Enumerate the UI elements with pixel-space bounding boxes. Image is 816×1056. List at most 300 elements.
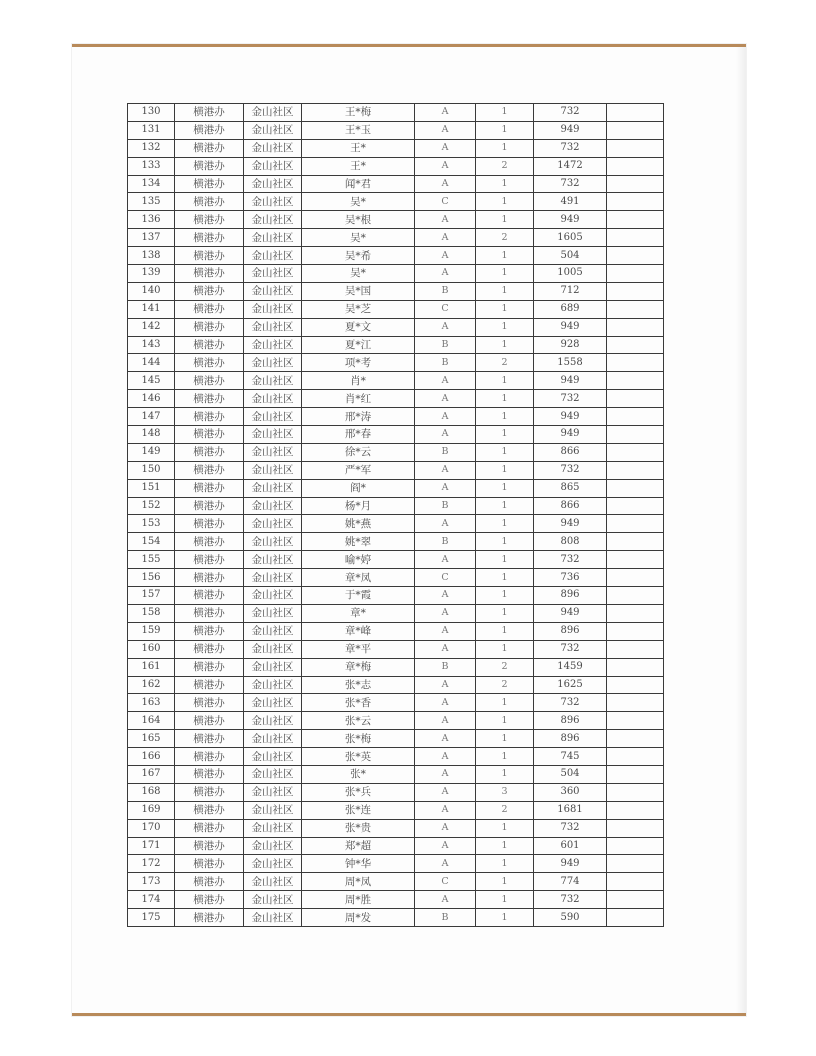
row-number-cell: 140 [128,282,175,300]
count-cell: 1 [476,551,534,569]
row-number-cell: 132 [128,139,175,157]
row-number-cell: 160 [128,640,175,658]
amount-cell: 732 [534,551,607,569]
table-row [128,855,664,873]
table-row [128,909,664,927]
records-table [127,103,664,927]
amount-cell: 491 [534,193,607,211]
name-cell: 阎* [302,479,415,497]
grade-cell: B [415,443,476,461]
name-cell: 张* [302,765,415,783]
community-cell: 金山社区 [244,479,302,497]
table-row [128,551,664,569]
grade-cell: A [415,855,476,873]
grade-cell: B [415,909,476,927]
community-cell: 金山社区 [244,658,302,676]
grade-cell: A [415,891,476,909]
name-cell: 王*梅 [302,104,415,122]
remark-cell [607,748,664,766]
community-cell: 金山社区 [244,694,302,712]
count-cell: 3 [476,783,534,801]
amount-cell: 732 [534,139,607,157]
grade-cell: A [415,515,476,533]
office-cell: 横港办 [175,604,244,622]
row-number-cell: 162 [128,676,175,694]
amount-cell: 504 [534,765,607,783]
row-number-cell: 155 [128,551,175,569]
community-cell: 金山社区 [244,855,302,873]
row-number-cell: 164 [128,712,175,730]
grade-cell: A [415,318,476,336]
count-cell: 1 [476,104,534,122]
row-number-cell: 153 [128,515,175,533]
row-number-cell: 143 [128,336,175,354]
grade-cell: C [415,569,476,587]
remark-cell [607,497,664,515]
count-cell: 1 [476,497,534,515]
remark-cell [607,801,664,819]
grade-cell: A [415,551,476,569]
grade-cell: A [415,730,476,748]
row-number-cell: 172 [128,855,175,873]
row-number-cell: 149 [128,443,175,461]
office-cell: 横港办 [175,282,244,300]
community-cell: 金山社区 [244,282,302,300]
amount-cell: 601 [534,837,607,855]
count-cell: 1 [476,193,534,211]
table-row [128,533,664,551]
office-cell: 横港办 [175,658,244,676]
table-row [128,587,664,605]
remark-cell [607,640,664,658]
community-cell: 金山社区 [244,211,302,229]
row-number-cell: 142 [128,318,175,336]
office-cell: 横港办 [175,748,244,766]
name-cell: 项*考 [302,354,415,372]
remark-cell [607,121,664,139]
amount-cell: 896 [534,622,607,640]
office-cell: 横港办 [175,622,244,640]
remark-cell [607,372,664,390]
table-row [128,139,664,157]
community-cell: 金山社区 [244,175,302,193]
row-number-cell: 147 [128,408,175,426]
remark-cell [607,819,664,837]
office-cell: 横港办 [175,193,244,211]
page-edge-shadow [736,47,746,1013]
office-cell: 横港办 [175,640,244,658]
grade-cell: A [415,229,476,247]
grade-cell: A [415,175,476,193]
amount-cell: 732 [534,694,607,712]
community-cell: 金山社区 [244,712,302,730]
row-number-cell: 173 [128,873,175,891]
grade-cell: A [415,390,476,408]
name-cell: 姚*翠 [302,533,415,551]
remark-cell [607,730,664,748]
remark-cell [607,193,664,211]
name-cell: 张*梅 [302,730,415,748]
community-cell: 金山社区 [244,604,302,622]
name-cell: 闻*君 [302,175,415,193]
grade-cell: B [415,497,476,515]
row-number-cell: 150 [128,461,175,479]
table-row [128,819,664,837]
count-cell: 1 [476,247,534,265]
community-cell: 金山社区 [244,891,302,909]
table-row [128,157,664,175]
name-cell: 章*平 [302,640,415,658]
community-cell: 金山社区 [244,515,302,533]
name-cell: 周*发 [302,909,415,927]
count-cell: 1 [476,712,534,730]
name-cell: 张*兵 [302,783,415,801]
name-cell: 于*霞 [302,587,415,605]
count-cell: 1 [476,765,534,783]
community-cell: 金山社区 [244,909,302,927]
remark-cell [607,104,664,122]
community-cell: 金山社区 [244,229,302,247]
table-row [128,426,664,444]
table-row [128,479,664,497]
count-cell: 1 [476,855,534,873]
remark-cell [607,211,664,229]
community-cell: 金山社区 [244,873,302,891]
grade-cell: A [415,587,476,605]
table-row [128,873,664,891]
grade-cell: B [415,282,476,300]
office-cell: 横港办 [175,909,244,927]
grade-cell: A [415,765,476,783]
row-number-cell: 165 [128,730,175,748]
remark-cell [607,551,664,569]
count-cell: 1 [476,694,534,712]
community-cell: 金山社区 [244,354,302,372]
row-number-cell: 156 [128,569,175,587]
community-cell: 金山社区 [244,765,302,783]
table-row [128,408,664,426]
amount-cell: 949 [534,855,607,873]
table-row [128,121,664,139]
amount-cell: 712 [534,282,607,300]
remark-cell [607,247,664,265]
office-cell: 横港办 [175,765,244,783]
name-cell: 喻*婷 [302,551,415,569]
name-cell: 吴*根 [302,211,415,229]
count-cell: 1 [476,587,534,605]
community-cell: 金山社区 [244,408,302,426]
amount-cell: 745 [534,748,607,766]
count-cell: 1 [476,873,534,891]
community-cell: 金山社区 [244,139,302,157]
office-cell: 横港办 [175,336,244,354]
office-cell: 横港办 [175,461,244,479]
community-cell: 金山社区 [244,104,302,122]
table-row [128,443,664,461]
row-number-cell: 157 [128,587,175,605]
remark-cell [607,354,664,372]
name-cell: 张*志 [302,676,415,694]
name-cell: 郑*超 [302,837,415,855]
row-number-cell: 145 [128,372,175,390]
name-cell: 吴* [302,229,415,247]
name-cell: 张*香 [302,694,415,712]
row-number-cell: 139 [128,265,175,283]
amount-cell: 949 [534,121,607,139]
amount-cell: 1472 [534,157,607,175]
row-number-cell: 148 [128,426,175,444]
count-cell: 1 [476,211,534,229]
grade-cell: A [415,372,476,390]
grade-cell: A [415,479,476,497]
row-number-cell: 159 [128,622,175,640]
name-cell: 张*云 [302,712,415,730]
remark-cell [607,461,664,479]
table-row [128,372,664,390]
amount-cell: 1605 [534,229,607,247]
table-row [128,282,664,300]
count-cell: 1 [476,819,534,837]
row-number-cell: 168 [128,783,175,801]
amount-cell: 1459 [534,658,607,676]
grade-cell: C [415,300,476,318]
name-cell: 吴* [302,193,415,211]
office-cell: 横港办 [175,891,244,909]
community-cell: 金山社区 [244,121,302,139]
amount-cell: 949 [534,372,607,390]
table-row [128,658,664,676]
amount-cell: 1625 [534,676,607,694]
count-cell: 1 [476,533,534,551]
remark-cell [607,282,664,300]
amount-cell: 732 [534,461,607,479]
office-cell: 横港办 [175,479,244,497]
amount-cell: 732 [534,104,607,122]
name-cell: 周*凤 [302,873,415,891]
row-number-cell: 154 [128,533,175,551]
remark-cell [607,175,664,193]
count-cell: 1 [476,336,534,354]
remark-cell [607,390,664,408]
row-number-cell: 133 [128,157,175,175]
row-number-cell: 171 [128,837,175,855]
name-cell: 张*英 [302,748,415,766]
office-cell: 横港办 [175,551,244,569]
remark-cell [607,318,664,336]
table-row [128,354,664,372]
table-row [128,569,664,587]
count-cell: 2 [476,801,534,819]
office-cell: 横港办 [175,533,244,551]
count-cell: 1 [476,282,534,300]
grade-cell: C [415,873,476,891]
office-cell: 横港办 [175,837,244,855]
grade-cell: A [415,801,476,819]
remark-cell [607,783,664,801]
community-cell: 金山社区 [244,193,302,211]
office-cell: 横港办 [175,229,244,247]
grade-cell: A [415,837,476,855]
table-row [128,783,664,801]
community-cell: 金山社区 [244,372,302,390]
amount-cell: 732 [534,390,607,408]
table-row [128,229,664,247]
table-row [128,265,664,283]
count-cell: 1 [476,121,534,139]
table-row [128,712,664,730]
office-cell: 横港办 [175,443,244,461]
table-row [128,730,664,748]
community-cell: 金山社区 [244,300,302,318]
count-cell: 1 [476,443,534,461]
community-cell: 金山社区 [244,533,302,551]
row-number-cell: 163 [128,694,175,712]
community-cell: 金山社区 [244,748,302,766]
count-cell: 1 [476,461,534,479]
name-cell: 夏*文 [302,318,415,336]
row-number-cell: 138 [128,247,175,265]
count-cell: 2 [476,354,534,372]
count-cell: 1 [476,748,534,766]
table-row [128,193,664,211]
name-cell: 肖*红 [302,390,415,408]
amount-cell: 896 [534,587,607,605]
table-row [128,640,664,658]
table-row [128,497,664,515]
community-cell: 金山社区 [244,783,302,801]
amount-cell: 736 [534,569,607,587]
remark-cell [607,229,664,247]
remark-cell [607,479,664,497]
office-cell: 横港办 [175,408,244,426]
amount-cell: 949 [534,408,607,426]
row-number-cell: 152 [128,497,175,515]
amount-cell: 949 [534,515,607,533]
amount-cell: 732 [534,640,607,658]
name-cell: 周*胜 [302,891,415,909]
community-cell: 金山社区 [244,497,302,515]
community-cell: 金山社区 [244,247,302,265]
office-cell: 横港办 [175,121,244,139]
remark-cell [607,533,664,551]
row-number-cell: 174 [128,891,175,909]
amount-cell: 865 [534,479,607,497]
table-row [128,694,664,712]
grade-cell: A [415,408,476,426]
remark-cell [607,515,664,533]
name-cell: 吴* [302,265,415,283]
community-cell: 金山社区 [244,318,302,336]
count-cell: 1 [476,479,534,497]
grade-cell: A [415,783,476,801]
count-cell: 1 [476,426,534,444]
row-number-cell: 144 [128,354,175,372]
name-cell: 王* [302,139,415,157]
row-number-cell: 131 [128,121,175,139]
name-cell: 张*贵 [302,819,415,837]
table-row [128,515,664,533]
community-cell: 金山社区 [244,336,302,354]
amount-cell: 896 [534,730,607,748]
table-row [128,622,664,640]
amount-cell: 732 [534,175,607,193]
amount-cell: 949 [534,211,607,229]
remark-cell [607,837,664,855]
name-cell: 吴*希 [302,247,415,265]
grade-cell: A [415,211,476,229]
office-cell: 横港办 [175,587,244,605]
row-number-cell: 169 [128,801,175,819]
table-row [128,104,664,122]
office-cell: 横港办 [175,372,244,390]
office-cell: 横港办 [175,157,244,175]
name-cell: 章*凤 [302,569,415,587]
remark-cell [607,712,664,730]
grade-cell: A [415,247,476,265]
row-number-cell: 175 [128,909,175,927]
count-cell: 1 [476,390,534,408]
table-row [128,765,664,783]
grade-cell: A [415,426,476,444]
remark-cell [607,676,664,694]
amount-cell: 949 [534,426,607,444]
community-cell: 金山社区 [244,622,302,640]
count-cell: 1 [476,300,534,318]
name-cell: 吴*国 [302,282,415,300]
office-cell: 横港办 [175,569,244,587]
office-cell: 横港办 [175,730,244,748]
name-cell: 王* [302,157,415,175]
community-cell: 金山社区 [244,587,302,605]
community-cell: 金山社区 [244,569,302,587]
row-number-cell: 161 [128,658,175,676]
count-cell: 1 [476,837,534,855]
count-cell: 1 [476,622,534,640]
remark-cell [607,157,664,175]
community-cell: 金山社区 [244,157,302,175]
count-cell: 1 [476,318,534,336]
amount-cell: 732 [534,819,607,837]
row-number-cell: 166 [128,748,175,766]
remark-cell [607,855,664,873]
count-cell: 1 [476,569,534,587]
amount-cell: 1005 [534,265,607,283]
office-cell: 横港办 [175,318,244,336]
table-row [128,676,664,694]
office-cell: 横港办 [175,819,244,837]
office-cell: 横港办 [175,515,244,533]
row-number-cell: 134 [128,175,175,193]
name-cell: 章*峰 [302,622,415,640]
table-row [128,801,664,819]
office-cell: 横港办 [175,175,244,193]
remark-cell [607,443,664,461]
office-cell: 横港办 [175,676,244,694]
count-cell: 1 [476,139,534,157]
table-row [128,247,664,265]
community-cell: 金山社区 [244,551,302,569]
grade-cell: A [415,604,476,622]
community-cell: 金山社区 [244,730,302,748]
name-cell: 吴*芝 [302,300,415,318]
name-cell: 严*军 [302,461,415,479]
community-cell: 金山社区 [244,640,302,658]
name-cell: 钟*华 [302,855,415,873]
count-cell: 1 [476,175,534,193]
row-number-cell: 167 [128,765,175,783]
count-cell: 2 [476,157,534,175]
remark-cell [607,569,664,587]
